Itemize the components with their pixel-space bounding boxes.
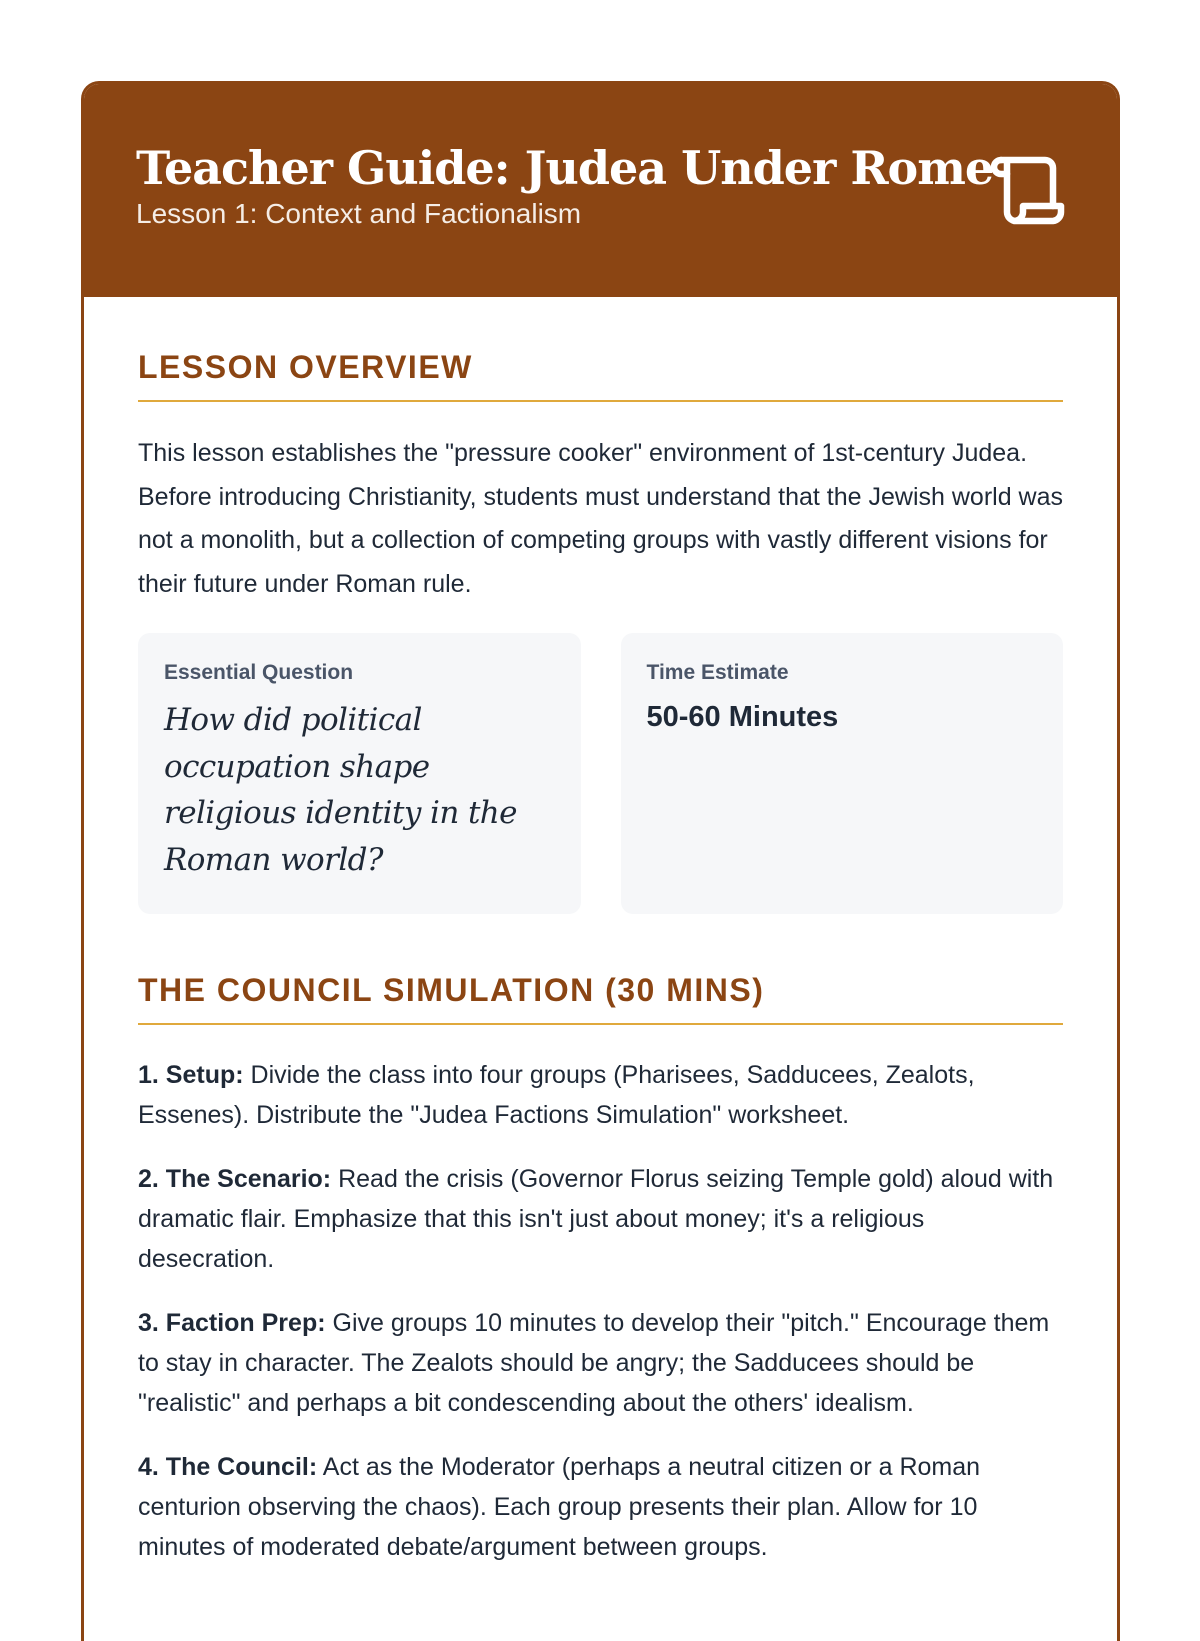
simulation-heading: THE COUNCIL SIMULATION (30 MINS) bbox=[138, 972, 1063, 1025]
teacher-guide-card bbox=[81, 81, 1120, 1641]
step-item bbox=[138, 1447, 1063, 1567]
scroll-icon bbox=[987, 150, 1065, 228]
step-label: 2. The Scenario: bbox=[138, 1165, 332, 1193]
step-text: Give groups 10 minutes to develop their "pitch." Encourage them to stay in character. The Zealots should be angry; the Sadducees should be "realistic" and perhaps a bit condescending about the others' idealism. bbox=[138, 1309, 1050, 1417]
time-estimate-box bbox=[621, 633, 1064, 914]
card-body bbox=[84, 297, 1117, 1567]
simulation-steps bbox=[138, 1055, 1063, 1567]
time-estimate-label: Time Estimate bbox=[646, 661, 789, 684]
step-item bbox=[138, 1159, 1063, 1279]
card-header bbox=[84, 84, 1117, 297]
page-title: Teacher Guide: Judea Under Rome bbox=[136, 141, 994, 195]
step-label: 3. Faction Prep: bbox=[138, 1309, 326, 1337]
step-text: Divide the class into four groups (Pharisees, Sadducees, Zealots, Essenes). Distribute the "Judea Factions Simulation" worksheet. bbox=[138, 1061, 975, 1129]
step-label: 1. Setup: bbox=[138, 1061, 244, 1089]
info-row bbox=[138, 633, 1063, 914]
essential-question-box bbox=[138, 633, 581, 914]
step-item bbox=[138, 1055, 1063, 1135]
step-text: Read the crisis (Governor Florus seizing Temple gold) aloud with dramatic flair. Emphasize that this isn't just about money; it's a religious desecration. bbox=[138, 1165, 1054, 1273]
step-text: Act as the Moderator (perhaps a neutral citizen or a Roman centurion observing the chaos). Each group presents their plan. Allow for 10 minutes of moderated debate/argument between groups. bbox=[138, 1453, 981, 1561]
time-estimate-value: 50-60 Minutes bbox=[646, 701, 839, 733]
lesson-subtitle: Lesson 1: Context and Factionalism bbox=[136, 198, 582, 229]
step-item bbox=[138, 1303, 1063, 1423]
essential-question-label: Essential Question bbox=[164, 661, 354, 684]
step-label: 4. The Council: bbox=[138, 1453, 318, 1481]
essential-question-text: How did political occupation shape religious identity in the Roman world? bbox=[164, 702, 517, 878]
overview-heading: LESSON OVERVIEW bbox=[138, 349, 1063, 402]
overview-paragraph: This lesson establishes the "pressure cooker" environment of 1st-century Judea. Before introducing Christianity, students must understand that the Jewish world was not a monolith, but a collection of competing groups with vastly different visions for their future under Roman rule. bbox=[138, 439, 1063, 598]
